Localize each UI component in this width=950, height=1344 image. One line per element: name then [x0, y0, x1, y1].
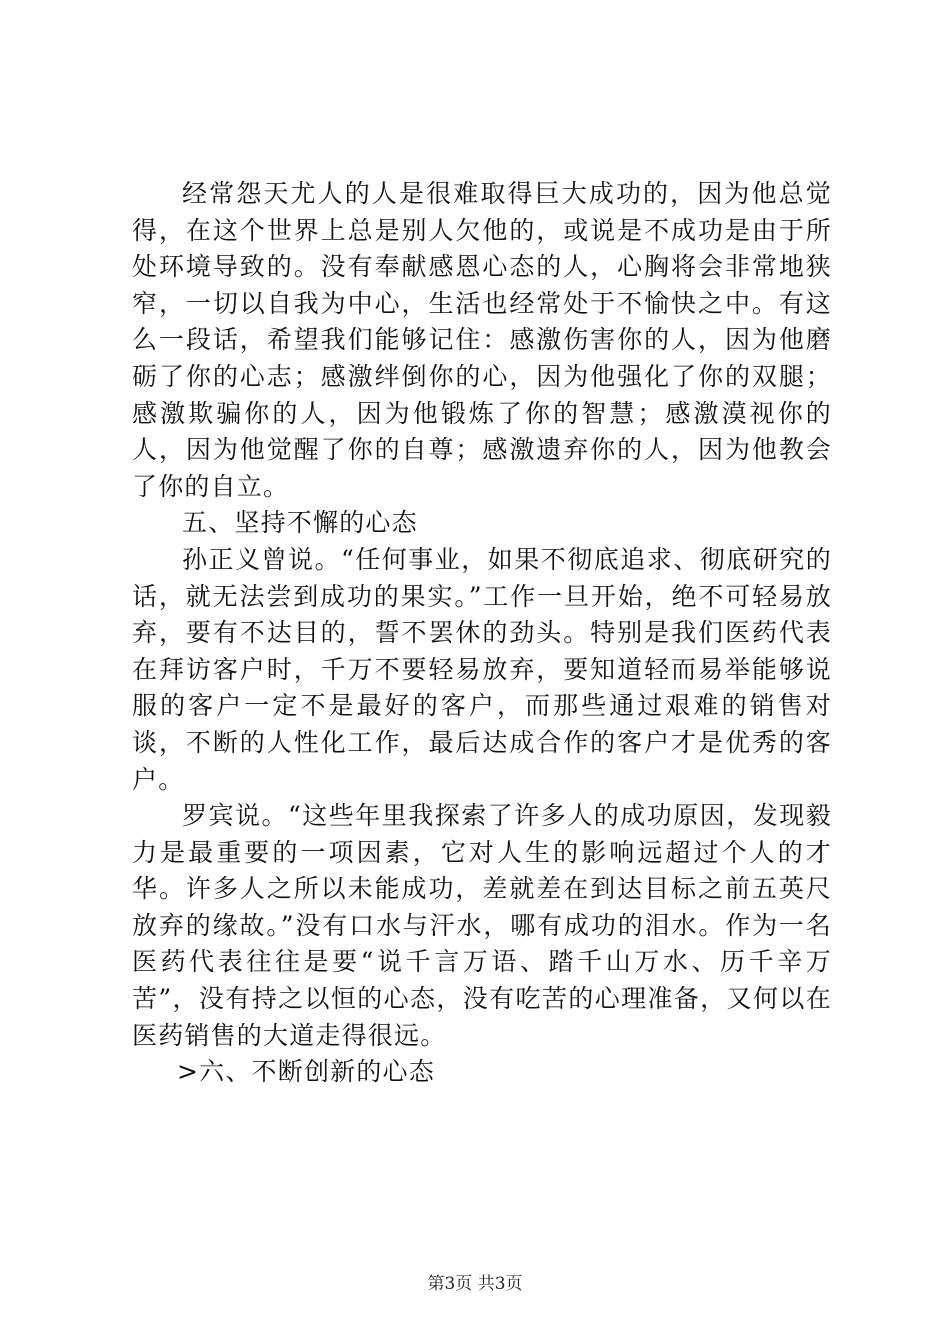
paragraph-perseverance-2: 罗宾说。“这些年里我探索了许多人的成功原因，发现毅力是最重要的一项因素，它对人生的影响远超过个人的才华。许多人之所以未能成功，差就差在到达目标之前五英尺放弃的缘故。”没有口水与汗水，哪有成功的泪水。作为一名医药代表往往是要“说千言万语、踏千山万水、历千辛万苦”，没有持之以恒的心态，没有吃苦的心理准备，又何以在医药销售的大道走得很远。 [132, 801, 832, 1050]
paragraph-perseverance-1: 孙正义曾说。“任何事业，如果不彻底追求、彻底研究的话，就无法尝到成功的果实。”工作一旦开始，绝不可轻易放弃，要有不达目的，誓不罢休的劲头。特别是我们医药代表在拜访客户时，千万不要轻易放弃，要知道轻而易举能够说服的客户一定不是最好的客户，而那些通过艰难的销售对谈，不断的人性化工作，最后达成合作的客户才是优秀的客户。 [132, 544, 832, 794]
section-heading-6: >六、不断创新的心态 [177, 1057, 435, 1087]
paragraph-gratitude: 经常怨天尤人的人是很难取得巨大成功的，因为他总觉得，在这个世界上总是别人欠他的，或说是不成功是由于所处环境导致的。没有奉献感恩心态的人，心胸将会非常地狭窄，一切以自我为中心，生活也经常处于不愉快之中。有这么一段话，希望我们能够记住：感激伤害你的人，因为他磨砺了你的心志；感激绊倒你的心，因为他强化了你的双腿；感激欺骗你的人，因为他锻炼了你的智慧；感激漠视你的人，因为他觉醒了你的自尊；感激遗弃你的人，因为他教会了你的自立。 [132, 179, 832, 501]
section-heading-5: 五、坚持不懈的心态 [182, 508, 418, 538]
document-body [132, 176, 832, 1091]
page-number-footer: 第3页 共3页 [427, 1274, 523, 1294]
